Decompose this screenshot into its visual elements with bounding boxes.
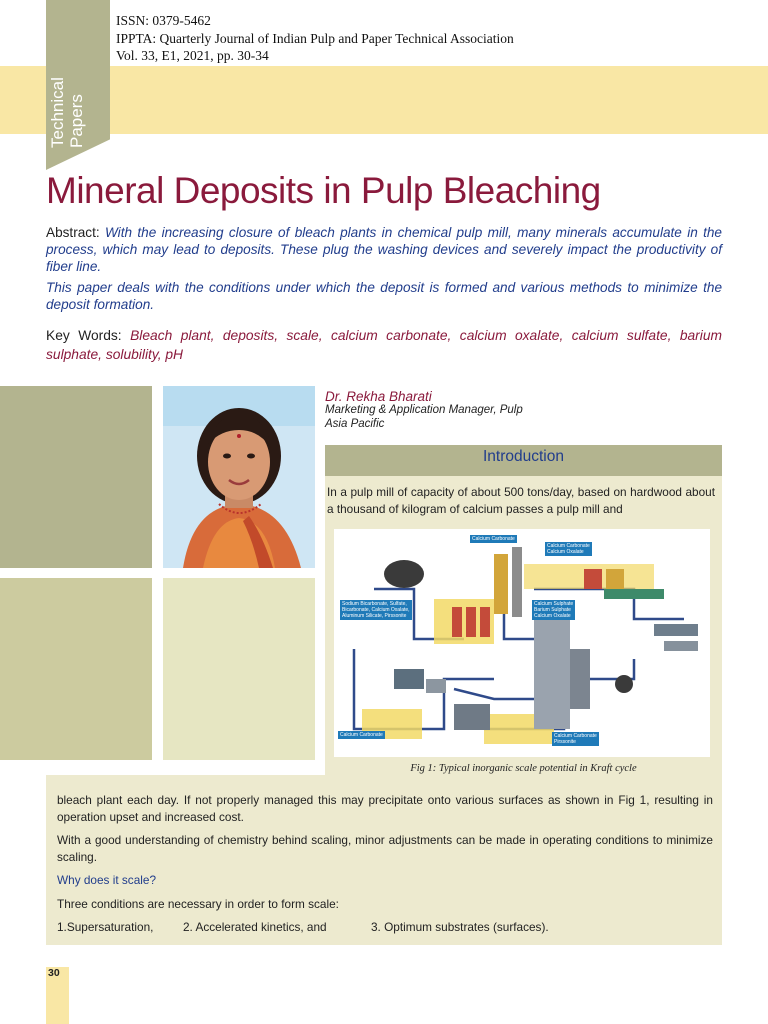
- section-line-2: Papers: [67, 94, 86, 148]
- author-role: Marketing & Application Manager, Pulp: [325, 404, 523, 416]
- figure-label: Calcium Carbonate: [472, 536, 515, 542]
- volume-info: Vol. 33, E1, 2021, pp. 30-34: [116, 48, 269, 63]
- intro-paragraph-2: bleach plant each day. If not properly managed this may precipitate onto various surfaces as shown in Fig 1, resulting in operation upset and increased cost.: [57, 793, 713, 824]
- author-portrait-image: [163, 386, 315, 568]
- author-photo: [163, 386, 315, 568]
- section-heading: Introduction: [483, 448, 564, 465]
- author-name: Dr. Rekha Bharati: [325, 389, 432, 404]
- condition-1: 1.Supersaturation,: [57, 920, 154, 934]
- journal-info: [116, 12, 514, 65]
- figure-label: Calcium Carbonate Pirssonite: [554, 733, 597, 745]
- figure-label: Calcium Sulphate Barium Sulphate Calcium Oxalate: [534, 601, 574, 619]
- keywords: [46, 326, 722, 364]
- page-number: 30: [48, 967, 60, 979]
- figure-label: Calcium Carbonate: [340, 732, 383, 738]
- intro-paragraph-1: In a pulp mill of capacity of about 500 tons/day, based on hardwood about a thousand of kilogram of calcium passes a pulp mill and: [327, 485, 715, 516]
- figure-label: Sodium Bicarbonate, Sulfate, Bicarbonate, Calcium Oxalate, Aluminum Silicate, Pirssonite: [342, 601, 410, 619]
- figure-1: [334, 529, 710, 757]
- abstract: [46, 224, 722, 275]
- condition-2: 2. Accelerated kinetics, and: [183, 920, 327, 934]
- section-line-1: Technical: [48, 77, 67, 148]
- kraft-cycle-diagram: [334, 529, 710, 757]
- journal-name: IPPTA: Quarterly Journal of Indian Pulp and Paper Technical Association: [116, 30, 514, 46]
- figure-caption: Fig 1: Typical inorganic scale potential in Kraft cycle: [410, 763, 637, 774]
- subheading: Why does it scale?: [57, 873, 157, 887]
- keywords-label: Key Words:: [46, 328, 122, 343]
- abstract-text-2: This paper deals with the conditions under which the deposit is formed and various methods to minimize the deposit formation.: [46, 280, 722, 312]
- figure-label: Calcium Carbonate Calcium Oxalate: [547, 543, 590, 555]
- decor-block: [163, 578, 315, 760]
- header-band: [0, 66, 768, 134]
- author-region: Asia Pacific: [325, 418, 385, 430]
- keywords-list: Bleach plant, deposits, scale, calcium carbonate, calcium oxalate, calcium sulfate, barium sulphate, solubility, pH: [46, 328, 722, 362]
- decor-block: [0, 578, 152, 760]
- decor-block: [0, 386, 152, 568]
- abstract-label: Abstract:: [46, 225, 100, 240]
- abstract-text: With the increasing closure of bleach plants in chemical pulp mill, many minerals accumulate in the process, which may lead to deposits. These plug the washing devices and severely impact the productivity of fiber line.: [46, 225, 722, 274]
- author-affiliation: [325, 403, 523, 431]
- article-title: Mineral Deposits in Pulp Bleaching: [46, 170, 601, 211]
- section-tab-label: [48, 60, 108, 150]
- issn: ISSN: 0379-5462: [116, 13, 211, 28]
- condition-3: 3. Optimum substrates (surfaces).: [371, 920, 549, 934]
- intro-paragraph-3: With a good understanding of chemistry behind scaling, minor adjustments can be made in operating conditions to minimize scaling.: [57, 833, 713, 864]
- intro-paragraph-4: Three conditions are necessary in order to form scale:: [57, 897, 339, 911]
